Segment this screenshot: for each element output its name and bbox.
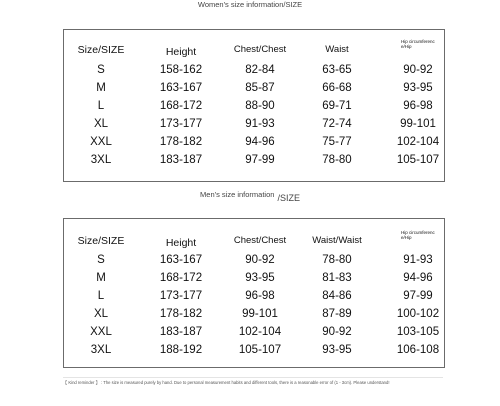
table-cell: 168-172	[159, 272, 203, 284]
table-cell: 90-92	[403, 64, 433, 76]
table-cell: 94-96	[245, 136, 275, 148]
table-cell: 72-74	[322, 118, 352, 130]
header-cell: Hip circumferenc e/Hip	[401, 230, 435, 240]
table-cell: 81-83	[322, 272, 352, 284]
table-cell: 158-162	[159, 64, 203, 76]
mens-size-title-suffix: /SIZE	[277, 193, 300, 203]
table-cell: 88-90	[245, 100, 275, 112]
size-label-cell: S	[97, 254, 105, 266]
mens-size-title-text: Men's size information	[200, 190, 275, 199]
table-cell: 87-89	[322, 308, 352, 320]
table-cell: 96-98	[403, 100, 433, 112]
size-label-cell: 3XL	[90, 154, 112, 166]
size-label-cell: L	[97, 290, 105, 302]
table-cell: 102-104	[238, 326, 282, 338]
table-cell: 105-107	[238, 344, 282, 356]
size-label-cell: M	[96, 272, 106, 284]
table-cell: 84-86	[322, 290, 352, 302]
table-cell: 82-84	[245, 64, 275, 76]
header-cell: Chest/Chest	[233, 235, 287, 246]
table-cell: 188-192	[159, 344, 203, 356]
table-cell: 96-98	[245, 290, 275, 302]
measurement-reminder: 【 Kind reminder 】 : The size is measured purely by hand. Due to personal measurement habits and different tools, there is a reasonable error of (1 - 3cm). Please understand!	[63, 380, 390, 385]
header-cell: Waist/Waist	[312, 235, 362, 246]
table-cell: 183-187	[159, 154, 203, 166]
size-label-cell: 3XL	[90, 344, 112, 356]
table-cell: 168-172	[159, 100, 203, 112]
header-cell: Height	[165, 237, 197, 249]
table-cell: 163-167	[159, 82, 203, 94]
header-cell: Waist	[325, 44, 349, 55]
table-cell: 69-71	[322, 100, 352, 112]
table-cell: 78-80	[322, 154, 352, 166]
table-cell: 106-108	[396, 344, 440, 356]
table-cell: 178-182	[159, 308, 203, 320]
table-cell: 93-95	[322, 344, 352, 356]
table-cell: 94-96	[403, 272, 433, 284]
table-cell: 99-101	[242, 308, 278, 320]
table-cell: 75-77	[322, 136, 352, 148]
size-label-cell: L	[97, 100, 105, 112]
size-label-cell: XL	[93, 308, 109, 320]
table-cell: 66-68	[322, 82, 352, 94]
table-cell: 93-95	[245, 272, 275, 284]
table-cell: 105-107	[396, 154, 440, 166]
mens-size-table	[63, 218, 445, 368]
table-cell: 90-92	[245, 254, 275, 266]
size-label-cell: S	[97, 64, 105, 76]
table-cell: 97-99	[403, 290, 433, 302]
table-cell: 91-93	[245, 118, 275, 130]
table-cell: 93-95	[403, 82, 433, 94]
table-cell: 102-104	[396, 136, 440, 148]
divider	[63, 377, 443, 378]
table-cell: 103-105	[396, 326, 440, 338]
table-cell: 163-167	[159, 254, 203, 266]
table-cell: 183-187	[159, 326, 203, 338]
womens-size-title: Women's size information/SIZE	[197, 0, 303, 9]
table-cell: 97-99	[245, 154, 275, 166]
header-cell: Size/SIZE	[77, 44, 125, 56]
header-cell: Size/SIZE	[77, 235, 125, 247]
womens-size-table	[63, 29, 445, 182]
size-label-cell: XL	[93, 118, 109, 130]
table-cell: 99-101	[400, 118, 436, 130]
table-cell: 85-87	[245, 82, 275, 94]
size-label-cell: XXL	[90, 326, 112, 338]
table-cell: 178-182	[159, 136, 203, 148]
header-cell: Hip circumferenc e/Hip	[401, 39, 435, 49]
table-cell: 91-93	[403, 254, 433, 266]
size-label-cell: XXL	[90, 136, 112, 148]
table-cell: 100-102	[396, 308, 440, 320]
table-cell: 173-177	[159, 118, 203, 130]
mens-size-title	[0, 189, 500, 203]
size-label-cell: M	[96, 82, 106, 94]
header-cell: Height	[165, 46, 197, 58]
table-cell: 173-177	[159, 290, 203, 302]
table-cell: 90-92	[322, 326, 352, 338]
table-cell: 78-80	[322, 254, 352, 266]
table-cell: 63-65	[322, 64, 352, 76]
header-cell: Chest/Chest	[233, 44, 287, 55]
